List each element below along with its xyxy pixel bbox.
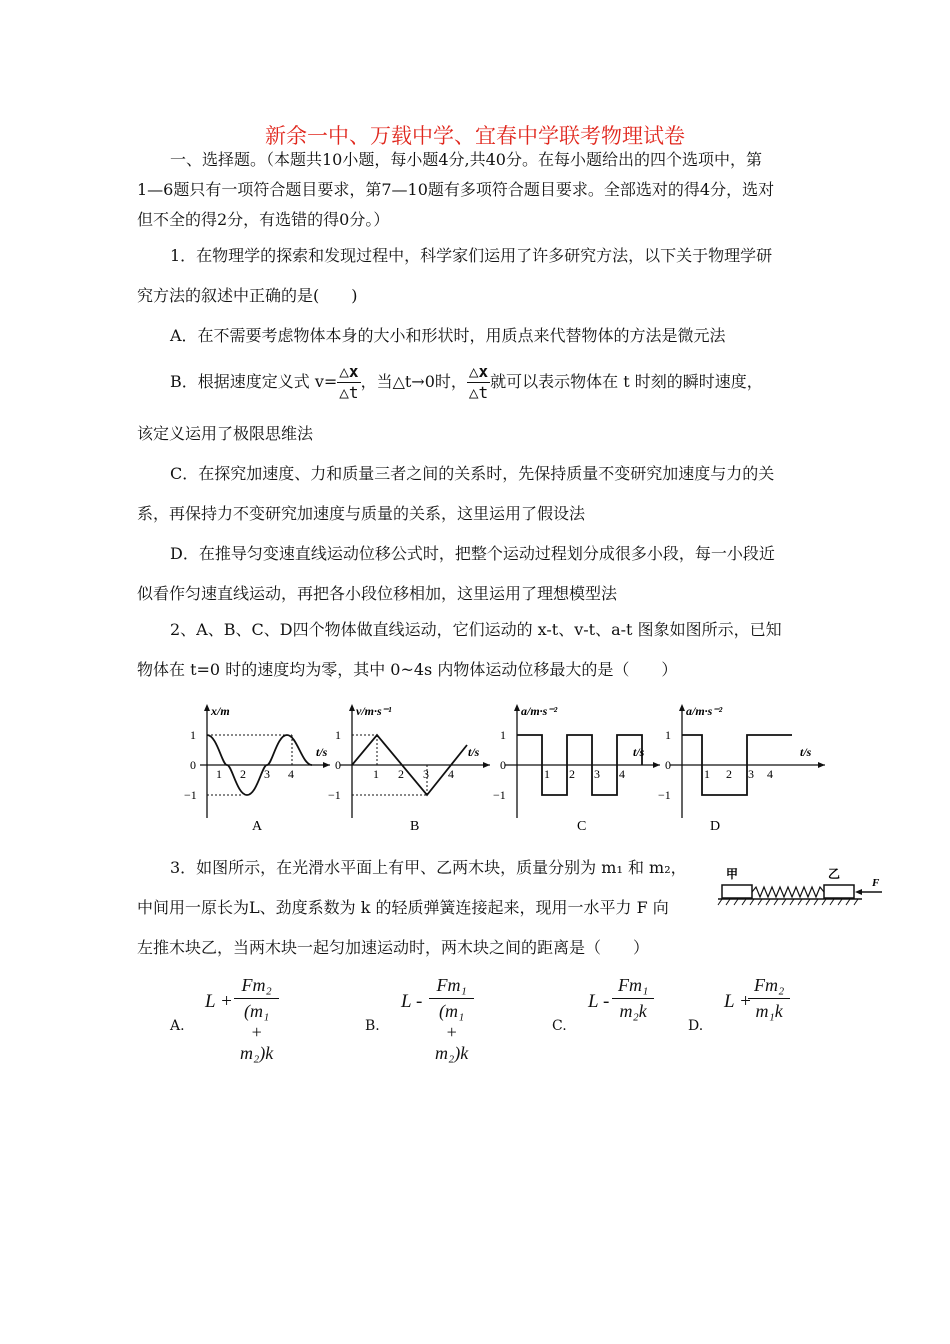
q3-option-c-fraction — [612, 975, 654, 1022]
graph-c — [493, 704, 660, 834]
fraction-numerator: Fm₂ — [748, 975, 790, 999]
graph-a-y-label: x/m — [211, 704, 230, 718]
graph-c-x-arrow — [653, 762, 660, 768]
q1-option-b — [170, 362, 763, 403]
q3-stem-line1: 3．如图所示，在光滑水平面上有甲、乙两木块，质量分别为 m₁ 和 m₂， — [170, 858, 687, 877]
graph-a-xtick-1: 1 — [216, 767, 222, 781]
graph-a-y-arrow — [204, 704, 210, 711]
graph-b-xtick-3: 3 — [423, 767, 429, 781]
q3-option-d-pre: L + — [724, 991, 752, 1012]
q3-option-c-pre: L - — [588, 991, 610, 1012]
graph-c-y-arrow — [514, 704, 520, 711]
q3-stem-line3: 左推木块乙，当两木块一起匀加速运动时，两木块之间的距离是（ ） — [137, 938, 650, 957]
graph-c-x-label: t/s — [633, 745, 645, 759]
section-intro-line1: 一、选择题。（本题共10小题，每小题4分,共40分。在每小题给出的四个选项中，第 — [170, 150, 762, 169]
graph-c-xtick-2: 2 — [569, 767, 575, 781]
q3-option-b-label: B. — [365, 1018, 380, 1034]
graph-b-x-label: t/s — [468, 745, 480, 759]
graph-a-x-arrow — [323, 762, 330, 768]
graph-c-label: C — [577, 819, 587, 834]
page-title: 新余一中、万载中学、宜春中学联考物理试卷 — [265, 124, 685, 148]
graph-c-xtick-3: 3 — [594, 767, 600, 781]
graph-b-xtick-1: 1 — [373, 767, 379, 781]
graph-d-tick-zero: 0 — [665, 758, 671, 772]
spring — [752, 887, 824, 897]
fraction-denominator: m₂k — [619, 1001, 647, 1021]
q1-stem-line2: 究方法的叙述中正确的是( ) — [137, 286, 358, 305]
q1-option-b-pre: B．根据速度定义式 v= — [170, 372, 338, 391]
graph-d — [658, 704, 825, 834]
fraction-numerator: △x — [339, 362, 359, 381]
fraction-numerator: Fm₂ — [234, 975, 279, 999]
q2-stem-line1: 2、A、B、C、D四个物体做直线运动，它们运动的 x-t、v-t、a-t 图象如图所示，已知 — [170, 620, 782, 639]
block-jia-label: 甲 — [726, 867, 739, 881]
graph-b — [328, 704, 490, 834]
q3-option-b-fraction — [429, 975, 474, 1064]
graph-b-tick-neg: −1 — [328, 788, 341, 802]
graph-b-x-arrow — [483, 762, 490, 768]
graph-a-tick-neg: −1 — [184, 788, 197, 802]
block-jia — [722, 885, 752, 898]
graph-b-tick-zero: 0 — [335, 758, 341, 772]
q3-option-b-pre: L - — [401, 991, 423, 1012]
graph-b-y-label: v/m·s⁻¹ — [356, 704, 392, 718]
q1-option-d-line2: 似看作匀速直线运动，再把各小段位移相加，这里运用了理想模型法 — [137, 584, 618, 603]
graph-d-xtick-1: 1 — [704, 767, 710, 781]
graph-b-xtick-4: 4 — [448, 767, 454, 781]
graph-d-xtick-3: 3 — [748, 767, 754, 781]
fraction-denominator: (m₁ + m₂)k — [240, 1001, 274, 1063]
q3-option-a-pre: L + — [205, 991, 233, 1012]
q3-option-d-fraction — [748, 975, 790, 1022]
fraction-denominator: m₁k — [755, 1001, 783, 1021]
q3-stem-line2: 中间用一原长为L、劲度系数为 k 的轻质弹簧连接起来，现用一水平力 F 向 — [137, 898, 669, 917]
graph-a-tick-one: 1 — [190, 728, 196, 742]
graph-b-label: B — [410, 819, 420, 834]
ground-hatching — [718, 899, 858, 905]
force-arrow-head — [855, 889, 862, 895]
q1-option-a: A．在不需要考虑物体本身的大小和形状时，用质点来代替物体的方法是微元法 — [170, 326, 726, 345]
graph-a-xtick-4: 4 — [288, 767, 294, 781]
section-intro-line2: 1—6题只有一项符合题目要求，第7—10题有多项符合题目要求。全部选对的得4分，选对 — [137, 180, 775, 199]
fraction-denominator: △t — [468, 383, 489, 402]
fraction-numerator: △x — [468, 362, 489, 381]
fraction-denominator: △t — [339, 383, 359, 402]
graph-a-tick-zero: 0 — [190, 758, 196, 772]
fraction-denominator: (m₁ + m₂)k — [435, 1001, 469, 1063]
graph-d-x-label: t/s — [800, 745, 812, 759]
graph-d-xtick-2: 2 — [726, 767, 732, 781]
graph-d-tick-one: 1 — [665, 728, 671, 742]
graph-d-tick-neg: −1 — [658, 788, 671, 802]
graph-c-tick-one: 1 — [500, 728, 506, 742]
graph-a-xtick-3: 3 — [264, 767, 270, 781]
q3-option-c-label: C. — [552, 1018, 567, 1034]
graph-a-label: A — [252, 819, 263, 834]
q1-option-c-line1: C．在探究加速度、力和质量三者之间的关系时，先保持质量不变研究加速度与力的关 — [170, 464, 775, 483]
graph-b-xtick-2: 2 — [398, 767, 404, 781]
graph-d-xtick-4: 4 — [767, 767, 773, 781]
q2-stem-line2: 物体在 t=0 时的速度均为零，其中 0~4s 内物体运动位移最大的是（ ） — [137, 660, 678, 679]
graph-c-y-label: a/m·s⁻² — [521, 704, 558, 718]
graph-b-tick-one: 1 — [335, 728, 341, 742]
q1-option-b-post: 就可以表示物体在 t 时刻的瞬时速度， — [490, 372, 763, 391]
velocity-fraction-2 — [467, 362, 490, 403]
q3-spring-figure — [712, 860, 890, 910]
q3-option-a-label: A. — [170, 1018, 185, 1034]
section-intro-line3: 但不全的得2分，有选错的得0分。） — [137, 210, 390, 229]
graph-c-tick-zero: 0 — [500, 758, 506, 772]
force-label: F — [872, 877, 880, 889]
q1-option-b-mid: ，当△t→0时， — [360, 372, 467, 391]
fraction-numerator: Fm₁ — [612, 975, 654, 999]
graph-c-tick-neg: −1 — [493, 788, 506, 802]
q1-option-d-line1: D．在推导匀变速直线运动位移公式时，把整个运动过程划分成很多小段，每一小段近 — [170, 544, 775, 563]
velocity-fraction-1 — [337, 362, 360, 403]
q3-option-a-fraction — [234, 975, 279, 1064]
graph-c-xtick-4: 4 — [619, 767, 625, 781]
graph-d-label: D — [710, 819, 721, 834]
graph-d-x-arrow — [818, 762, 825, 768]
q1-option-c-line2: 系，再保持力不变研究加速度与质量的关系，这里运用了假设法 — [137, 504, 586, 523]
graph-a-xtick-2: 2 — [240, 767, 246, 781]
graph-a — [184, 704, 330, 834]
graph-d-y-arrow — [679, 704, 685, 711]
q1-option-b-line2: 该定义运用了极限思维法 — [137, 424, 314, 443]
graph-d-y-label: a/m·s⁻² — [686, 704, 723, 718]
q1-stem-line1: 1．在物理学的探索和发现过程中，科学家们运用了许多研究方法，以下关于物理学研 — [170, 246, 773, 265]
fraction-numerator: Fm₁ — [429, 975, 474, 999]
q2-graphs-figure — [180, 700, 830, 840]
graph-b-y-arrow — [349, 704, 355, 711]
graph-c-xtick-1: 1 — [544, 767, 550, 781]
q3-option-d-label: D. — [688, 1018, 704, 1034]
block-yi-label: 乙 — [828, 867, 841, 881]
block-yi — [824, 885, 854, 898]
graph-a-x-label: t/s — [316, 745, 328, 759]
